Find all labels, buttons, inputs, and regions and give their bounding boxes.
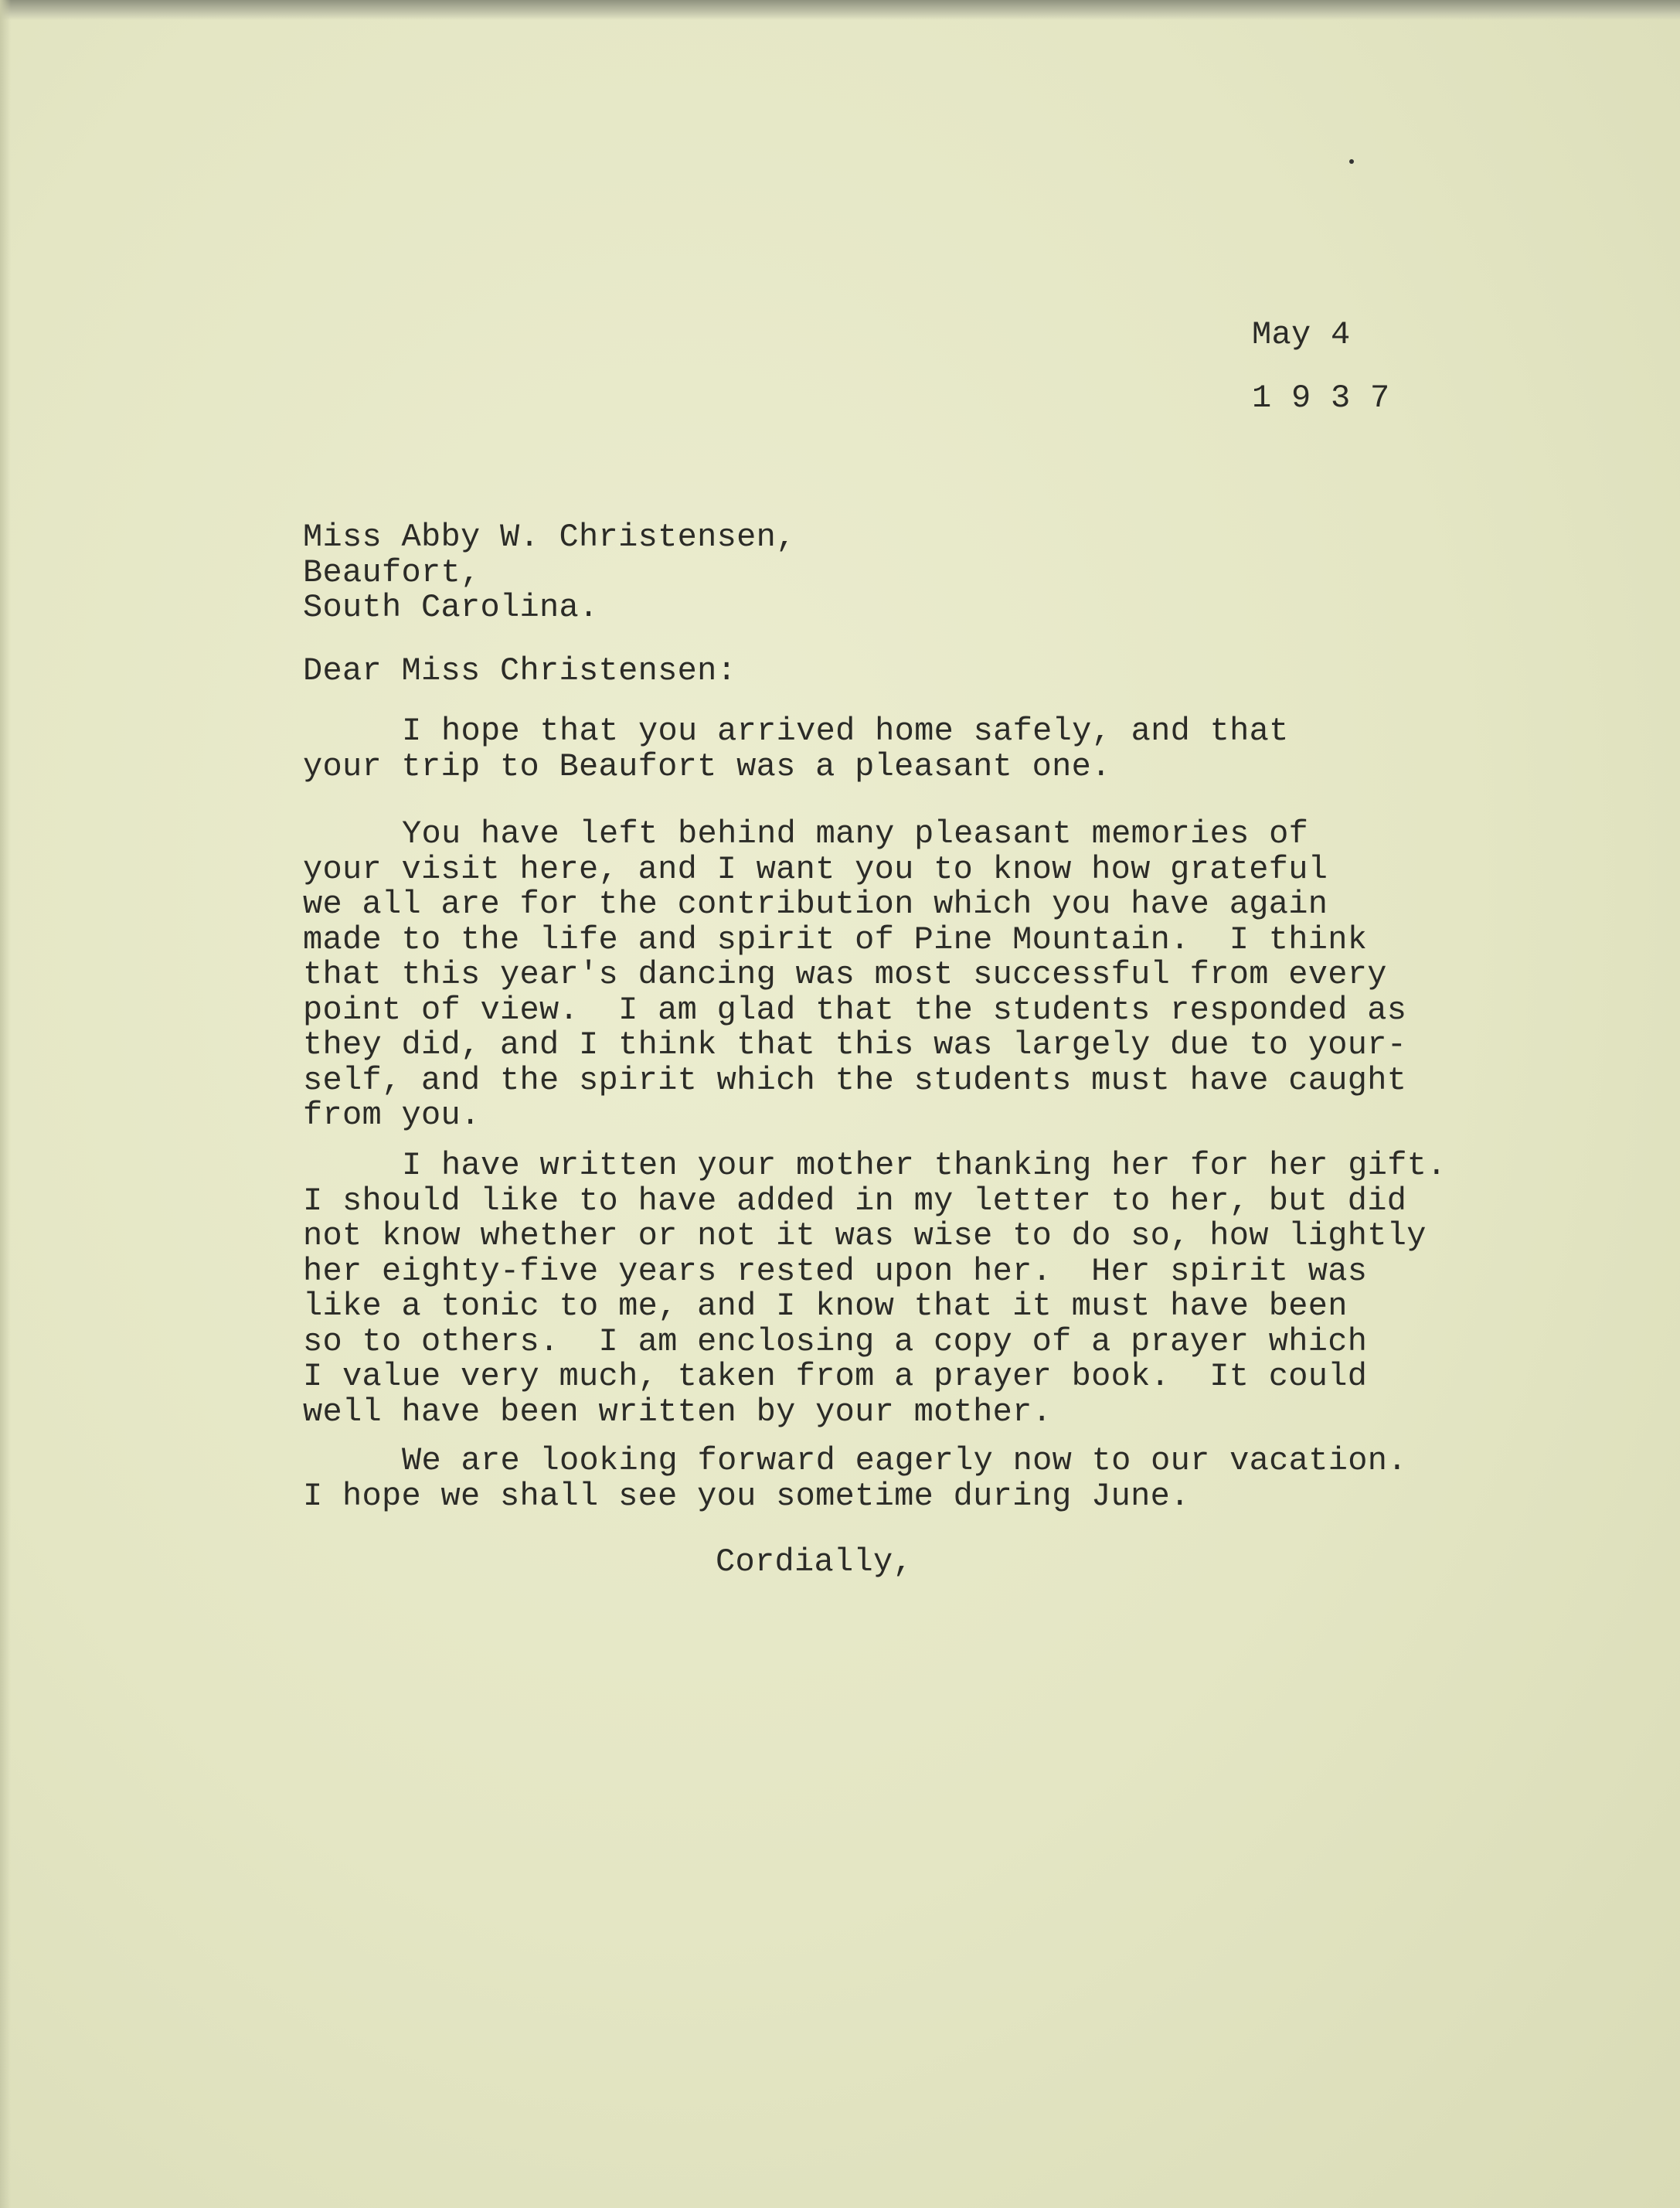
paragraph-line: we all are for the contribution which you have again	[303, 886, 1328, 923]
paragraph-line: they did, and I think that this was largely due to your-	[303, 1026, 1407, 1063]
paragraph-line: her eighty-five years rested upon her. Her spirit was	[303, 1252, 1368, 1290]
paragraph-line: point of view. I am glad that the students responded as	[303, 991, 1407, 1029]
paragraph-line: your trip to Beaufort was a pleasant one.	[303, 747, 1111, 785]
address-line: Miss Abby W. Christensen,	[303, 519, 796, 556]
address-line: Beaufort,	[303, 553, 481, 591]
date-year: 1 9 3 7	[1252, 379, 1390, 417]
paragraph-line: not know whether or not it was wise to do so, how lightly	[303, 1217, 1427, 1254]
paragraph-line: We are looking forward eagerly now to our vacation.	[402, 1442, 1407, 1479]
address-line: South Carolina.	[303, 589, 599, 626]
paragraph-line: that this year's dancing was most successful from every	[303, 956, 1387, 993]
ink-speck	[1349, 159, 1354, 164]
paragraph-line: self, and the spirit which the students must have caught	[303, 1061, 1407, 1099]
paragraph-4	[303, 1444, 1407, 1514]
date-month-day: May 4	[1252, 316, 1351, 353]
paragraph-line: so to others. I am enclosing a copy of a prayer which	[303, 1322, 1368, 1360]
closing	[716, 1545, 913, 1580]
paragraph-line: I should like to have added in my letter to her, but did	[303, 1182, 1407, 1220]
paragraph-line: You have left behind many pleasant memories of	[402, 815, 1309, 852]
paper-left-edge	[0, 0, 11, 2208]
paragraph-line: well have been written by your mother.	[303, 1393, 1053, 1431]
letter-date	[1252, 318, 1390, 416]
salutation	[303, 654, 736, 689]
paragraph-2	[303, 817, 1406, 1134]
paragraph-line: I value very much, taken from a prayer book. It could	[303, 1358, 1368, 1395]
paragraph-line: made to the life and spirit of Pine Mountain. I think	[303, 920, 1368, 958]
closing-text: Cordially,	[716, 1543, 913, 1580]
paragraph-line: from you.	[303, 1097, 481, 1134]
paragraph-3	[303, 1148, 1447, 1430]
paragraph-1	[303, 714, 1289, 784]
recipient-address	[303, 520, 796, 626]
paragraph-line: I hope that you arrived home safely, and that	[402, 713, 1289, 750]
paragraph-line: I hope we shall see you sometime during June.	[303, 1477, 1190, 1515]
paragraph-line: I have written your mother thanking her for her gift.	[402, 1147, 1447, 1184]
paragraph-line: your visit here, and I want you to know how grateful	[303, 850, 1328, 888]
salutation-text: Dear Miss Christensen:	[303, 652, 737, 689]
paper-top-edge	[0, 0, 1680, 20]
paragraph-line: like a tonic to me, and I know that it must have been	[303, 1288, 1348, 1325]
